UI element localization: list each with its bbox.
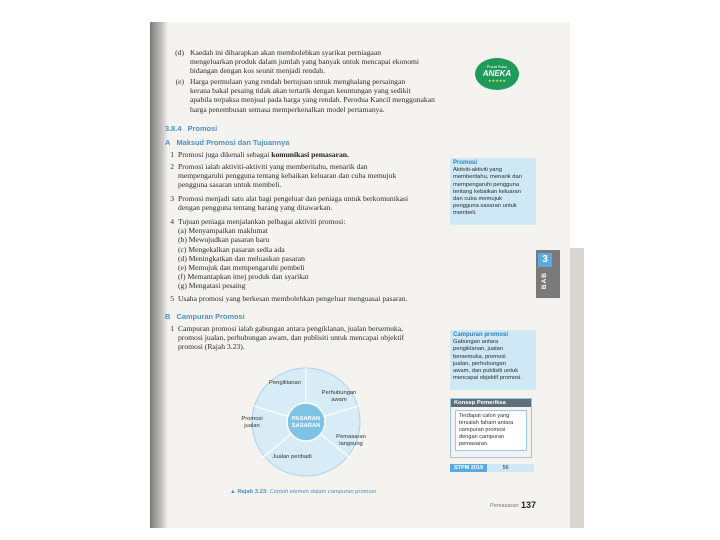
subsection-b-heading: B Campuran Promosi [165,312,245,321]
list-item: (f) Memantapkan imej produk dan syarikat [178,272,309,282]
footer-chapter: Pemasaran [490,503,519,509]
diagram-label-promosi-jualan: Promosi jualan [241,416,263,429]
list-item: (e) Memujuk dan mempengaruhi pembeli [178,263,305,273]
page-number: 137 [521,500,537,510]
examiner-concept-text: Terdapat calon yang tersalah faham antara campuran promosi dengan campuran pemasaran. [455,410,527,451]
list-item: (b) Mewujudkan pasaran baru [178,235,270,245]
examiner-concept-box: Konsep Pemeriksa Terdapat calon yang tersalah faham antara campuran promosi dengan campuran pemasaran. [450,398,532,458]
list-item: (d) Meningkatkan dan meluaskan pasaran [178,253,305,263]
list-item: (a) Menyampaikan maklumat [178,226,268,236]
subsection-a-heading: A Maksud Promosi dan Tujuannya [165,138,290,147]
side-note-promosi: Promosi Aktiviti-aktiviti yang memberitahu, menarik dan mempengaruhi pengguna tentang kebaikan keluaran dan cuba memujuk pengguna sasaran untuk membeli. [450,158,536,225]
diagram-center: PASARAN SASARAN [291,416,321,429]
diagram-label-pengiklanan: Pengiklanan [269,380,301,386]
section-heading: 3.8.4 Promosi [165,124,218,133]
list-item: (c) Mengekalkan pasaran sedia ada [178,244,285,254]
diagram-label-perhubungan: Perhubungan awam [321,390,357,403]
page-edge [570,248,584,528]
page-gutter [150,22,168,528]
diagram-label-jualan-peribadi: Jualan peribadi [272,454,312,460]
list-item: (g) Mengatasi pesaing [178,281,246,291]
chapter-label: BAB [541,272,548,290]
stpm-reference: STPM 2019 56 [450,464,534,472]
publisher-badge: Pusat Buku ANEKA ★★★★★ [475,58,519,90]
promotion-mix-diagram [232,366,382,478]
diagram-label-pemasaran-langsung: Pemasaran langsung [336,434,366,447]
chapter-number: 3 [538,253,552,267]
figure-caption: ▲ Rajah 3.23: Contoh elemen dalam campuran promosi [230,489,376,495]
side-note-campuran: Campuran promosi Gabungan antara pengiklanan, jualan bersemuka, promosi jualan, perhubungan awam, dan publisiti untuk mencapai objektif promosi. [450,330,536,390]
